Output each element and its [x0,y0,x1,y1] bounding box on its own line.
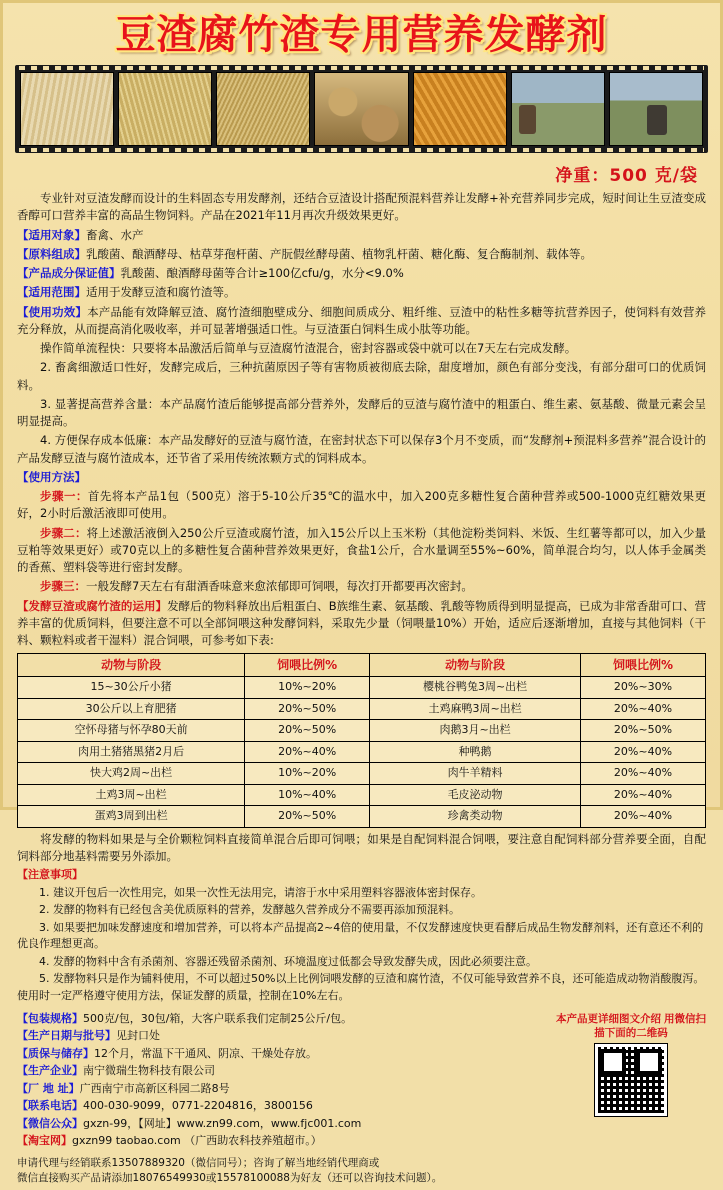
cell-animal: 肉鹅3月~出栏 [370,720,581,742]
section-efficacy-tag: 【使用功效】 [17,304,88,319]
cell-animal: 快大鸡2周~出栏 [18,763,245,785]
usage-step-3-text: 一般发酵7天左右有甜酒香味意来愈浓郁即可饲喂，每次打开都要再次密封。 [86,579,473,594]
info-manufacturer-label: 【生产企业】 [17,1064,83,1078]
table-header-row [18,654,706,677]
notice-item: 2. 发酵的物料有已经包含美优质原料的营养，发酵越久营养成分不需要再添加预混料。 [39,903,460,917]
cell-ratio: 20%~40% [580,784,705,806]
section-ingredients-text: 乳酸菌、酿酒酵母、枯草芽孢杆菌、产朊假丝酵母菌、植物乳杆菌、糖化酶、复合酶制剂、载体等。 [86,246,592,261]
page-title: 豆渣腐竹渣专用营养发酵剂 [115,12,608,58]
intro-text: 专业针对豆渣发酵而设计的生料固态专用发酵剂，还结合豆渣设计搭配预混料营养让发酵+补充营养同步完成，短时间让生豆渣变成香醇可口营养丰富的高品生物饲料。产品在2021年11月再次升级效果更好。 [17,191,706,223]
usage-step-1-text: 首先将本产品1包（500克）溶于5-10公斤35℃的温水中，加入200克多糖性复合菌种营养或500-1000克红糖效果更好，2小时后激活液即可使用。 [17,489,707,521]
section-efficacy-text: 本产品能有效降解豆渣、腐竹渣细胞壁成分、细胞间质成分、粗纤维、豆渣中的粘性多糖等抗营养因子，使饲料有效营养充分释放，从而提高消化吸收率，并可显著增强适口性。与豆渣蛋白饲料生成小肽等功能。 [17,304,707,336]
table-row [18,698,706,720]
info-packaging-label: 【包装规格】 [17,1011,83,1025]
notices-block [17,867,706,1004]
info-taobao [17,1132,548,1148]
usage-step-3 [17,578,706,595]
cell-animal: 15~30公斤小猪 [18,677,245,699]
info-wechat [17,1115,548,1131]
usage-step-2-label: 步骤二： [40,525,87,540]
info-address [17,1080,548,1096]
section-scope-tag: 【适用范围】 [17,285,86,300]
qr-section [556,1008,706,1150]
section-ingredients [17,246,706,263]
section-scope-text: 适用于发酵豆渣和腐竹渣等。 [86,285,236,300]
photo-pigs [609,72,703,146]
info-phone [17,1097,548,1113]
agent-line-1: 申请代理与经销联系13507889320（微信同号）；咨询了解当地经销代理商或 [17,1156,380,1169]
section-guarantee-text: 乳酸菌、酿酒酵母菌等合计≥100亿cfu/g，水分<9.0% [120,266,404,280]
table-row [18,741,706,763]
usage-step-2 [17,525,706,577]
cell-animal: 樱桃谷鸭兔3周~出栏 [370,677,581,699]
section-target [17,227,706,244]
cell-animal: 土鸡3周~出栏 [18,784,245,806]
table-row [18,763,706,785]
content-body [3,190,720,1004]
usage-step-3-label: 步骤三： [40,579,86,594]
cell-ratio: 20%~50% [245,698,370,720]
table-row [18,720,706,742]
company-info-list [17,1008,548,1150]
cell-ratio: 10%~20% [245,677,370,699]
after-table-note: 将发酵的物料如果是与全价颗粒饲料直接简单混合后即可饲喂；如果是自配饲料混合饲喂，要注意自配饲料部分营养要全面，自配饲料部分地基料需要另外添加。 [17,831,706,863]
info-packaging [17,1010,548,1026]
qr-code-icon[interactable] [595,1044,667,1116]
agent-line-2: 微信直接购买产品请添加18076549930或15578100088为好友（还可以咨询技术问题）。 [17,1171,443,1184]
usage-step-1-label: 步骤一： [40,489,88,503]
section-efficacy [17,304,706,339]
info-taobao-label: 【淘宝网】 [17,1134,72,1148]
efficacy-point-4: 4. 方便保存成本低廉：本产品发酵好的豆渣与腐竹渣，在密封状态下可以保存3个月不变质，而“发酵剂+预混料多营养”混合设计的产品发酵豆渣与腐竹渣成本，还节省了采用传统浓颗方式的饲料成本。 [17,433,706,465]
section-guarantee-tag: 【产品成分保证值】 [17,266,121,280]
intro-paragraph [17,190,706,225]
info-wechat-value[interactable]: gxzn-99，【网址】www.zn99.com，www.fjc001.com [83,1116,362,1130]
agent-contact-footer [3,1156,720,1190]
photo-okara [20,72,114,146]
efficacy-point-3: 3. 显著提高营养含量：本产品腐竹渣后能够提高部分营养外，发酵后的豆渣与腐竹渣中的粗蛋白、维生素、氨基酸、微量元素会呈明显提高。 [17,396,706,428]
table-header-ratio-2: 饲喂比例% [580,654,705,677]
notices-heading-tag: 【注意事项】 [17,868,83,882]
info-taobao-value[interactable]: gxzn99 taobao.com （广西助农科技养殖超市。） [72,1134,322,1148]
usage-heading-tag: 【使用方法】 [17,469,86,484]
info-manufacturer-value: 南宁微瑞生物科技有限公司 [83,1064,215,1078]
photo-filmstrip [15,65,708,153]
feeding-ratio-table [17,653,706,828]
photo-bean-curd-sheets [413,72,507,146]
info-manufacturer [17,1062,548,1078]
cell-ratio: 20%~50% [245,806,370,828]
cell-animal: 肉牛羊精料 [370,763,581,785]
cell-animal: 毛皮泌动物 [370,784,581,806]
notice-item: 1. 建议开包后一次性用完，如果一次性无法用完，请溶于水中采用塑料容器液体密封保存。 [39,885,482,899]
cell-animal: 土鸡麻鸭3周~出栏 [370,698,581,720]
photo-feed-mix [216,72,310,146]
efficacy-point-1: 操作简单流程快：只要将本品激活后简单与豆渣腐竹渣混合，密封容器或袋中就可以在7天左右完成发酵。 [40,341,577,355]
info-shelf-life [17,1045,548,1061]
cell-ratio: 20%~30% [580,677,705,699]
info-phone-value[interactable]: 400-030-9099，0771-2204816，3800156 [83,1099,313,1113]
section-target-tag: 【适用对象】 [17,227,86,242]
photo-mixing-hand [314,72,408,146]
cell-animal: 珍禽类动物 [370,806,581,828]
cell-ratio: 20%~40% [580,806,705,828]
section-guarantee [17,265,706,282]
cell-animal: 蛋鸡3周到出栏 [18,806,245,828]
qr-caption: 本产品更详细图文介绍 用微信扫描下面的二维码 [556,1013,706,1040]
section-scope [17,284,706,301]
title-container [3,3,720,61]
table-row [18,677,706,699]
photo-ducks [511,72,605,146]
cell-ratio: 20%~40% [245,741,370,763]
info-shelf-life-label: 【质保与储存】 [17,1046,94,1060]
section-fermented-use [17,598,706,650]
usage-heading [17,469,706,486]
cell-ratio: 20%~40% [580,698,705,720]
notice-item: 5. 发酵物料只是作为铺料使用，不可以超过50%以上比例饲喂发酵的豆渣和腐竹渣，不仅可能导致营养不良，还可能造成动物消酸腹泻。使用时一定严格遵守使用方法，保证发酵的质量，控制在10%左右。 [17,972,705,1002]
company-info-section [3,1008,720,1156]
info-production-date-value: 见封口处 [116,1029,160,1043]
notices-heading [17,867,706,884]
cell-animal: 30公斤以上育肥猪 [18,698,245,720]
cell-ratio: 10%~20% [245,763,370,785]
table-row [18,806,706,828]
photo-fermented-okara [118,72,212,146]
section-target-text: 畜禽、水产 [86,227,144,242]
info-production-date-label: 【生产日期与批号】 [17,1029,116,1043]
table-header-animal-1: 动物与阶段 [18,654,245,677]
table-header-animal-2: 动物与阶段 [370,654,581,677]
section-fermented-use-tag: 【发酵豆渣或腐竹渣的运用】 [17,598,168,613]
cell-ratio: 20%~40% [580,763,705,785]
info-address-label: 【厂 地 址】 [17,1081,80,1095]
usage-step-1 [17,488,706,523]
table-header-ratio-1: 饲喂比例% [245,654,370,677]
info-shelf-life-value: 12个月，常温下干通风、阴凉、干燥处存放。 [94,1046,317,1060]
efficacy-point-2: 2. 畜禽细激适口性好，发酵完成后，三种抗菌原因子等有害物质被彻底去除，甜度增加，颜色有部分变浅，有部分甜可口的优质饲料。 [17,360,706,392]
cell-ratio: 10%~40% [245,784,370,806]
net-weight: 净重：500 克/袋 [555,166,698,186]
section-fermented-use-text: 发酵后的物料释放出后粗蛋白、B族维生素、氨基酸、乳酸等物质得到明显提高，已成为非常香甜可口、营养丰富的优质饲料，但要注意不可以全部饲喂这种发酵饲料，采取先少量（饲喂量10%）开始，适应后逐渐增加，直接与其他饲料（干料、颗粒料或者干湿料）混合饲喂，可参考如下表: [17,598,706,647]
cell-ratio: 20%~50% [580,720,705,742]
usage-step-2-text: 将上述激活液倒入250公斤豆渣或腐竹渣，加入15公斤以上玉米粉（其他淀粉类饲料、米饭、生红薯等都可以，加入少量豆粕等效果更好）或70克以上的多糖性复合菌种营养效果更好，食盐1公斤，合水量调至55%~60%，简单混合均匀，以人体手金属类的香蕉、塑料袋等进行密封发酵。 [17,525,707,574]
cell-animal: 种鸭鹅 [370,741,581,763]
cell-ratio: 20%~50% [245,720,370,742]
cell-animal: 空怀母猪与怀孕80天前 [18,720,245,742]
info-wechat-label: 【微信公众】 [17,1116,83,1130]
info-address-value: 广西南宁市高新区科园二路8号 [79,1081,230,1095]
info-phone-label: 【联系电话】 [17,1099,83,1113]
section-ingredients-tag: 【原料组成】 [17,246,86,261]
cell-ratio: 20%~40% [580,741,705,763]
cell-animal: 肉用土猪猪黑猪2月后 [18,741,245,763]
notice-item: 3. 如果要把加味发酵速度和增加营养，可以将本产品提高2~4倍的使用量，不仅发酵速度快更看酵后成品生物发酵剂料，还有意还不利的优良作理想更高。 [17,920,704,951]
info-packaging-value: 500克/包，30包/箱，大客户联系我们定制25公斤/包。 [83,1011,353,1025]
notice-item: 4. 发酵的物料中含有杀菌剂、容器还残留杀菌剂、环境温度过低都会导致发酵失成，因此必须要注意。 [39,954,537,968]
table-row [18,784,706,806]
info-production-date [17,1027,548,1043]
